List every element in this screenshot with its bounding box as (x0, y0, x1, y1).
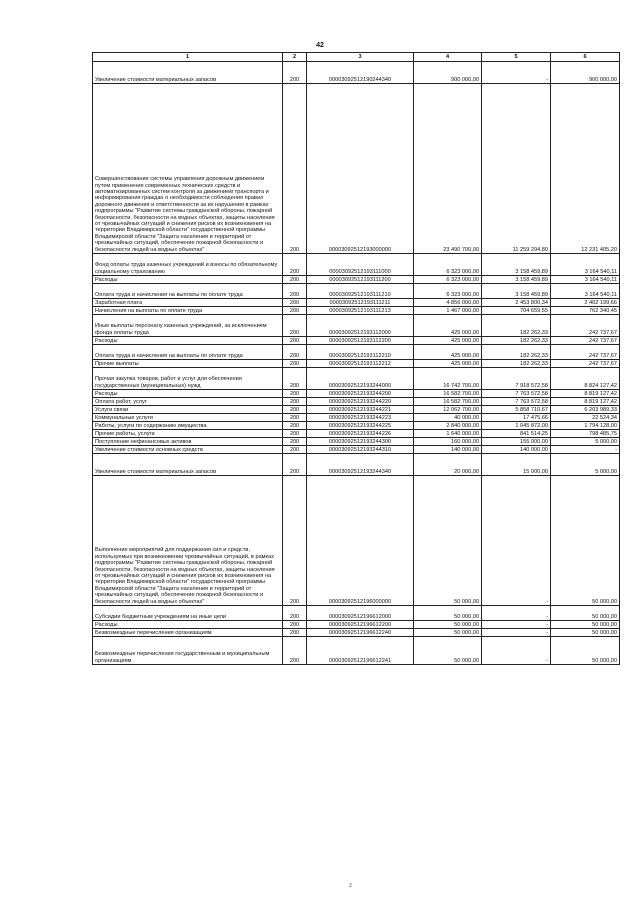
row-plan-cell: 160 000,00 (414, 438, 482, 446)
row-plan-cell: 140 000,00 (414, 446, 482, 454)
row-fact-cell: 3 158 459,89 (482, 254, 551, 276)
header-col-6: 6 (551, 53, 620, 62)
row-name-cell: Поступление нефинансовых активов (93, 438, 283, 446)
row-code-cell: 200 (283, 368, 307, 390)
row-rest-cell: 762 340,45 (551, 307, 620, 315)
table-row (93, 476, 620, 606)
row-code-cell: 200 (283, 360, 307, 368)
row-fact-cell: 841 514,25 (482, 430, 551, 438)
row-fact-cell: 155 000,00 (482, 438, 551, 446)
row-kbk-cell: 00003092512196000000 (307, 476, 414, 606)
row-rest-cell: 3 164 540,11 (551, 254, 620, 276)
table-row (93, 637, 620, 665)
row-plan-cell: 50 000,00 (414, 637, 482, 665)
header-col-5: 5 (482, 53, 551, 62)
row-kbk-cell: 00003092512193244221 (307, 406, 414, 414)
row-plan-cell: 425 000,00 (414, 315, 482, 337)
row-rest-cell: 900 000,00 (551, 62, 620, 84)
row-plan-cell: 425 000,00 (414, 337, 482, 345)
row-plan-cell: 1 467 000,00 (414, 307, 482, 315)
row-name-cell: Расходы (93, 337, 283, 345)
row-code-cell: 200 (283, 254, 307, 276)
row-code-cell: 200 (283, 422, 307, 430)
row-kbk-cell: 00003092512193244223 (307, 414, 414, 422)
row-plan-cell: 425 000,00 (414, 360, 482, 368)
table-row (93, 629, 620, 637)
row-plan-cell: 50 000,00 (414, 621, 482, 629)
row-plan-cell: 16 582 700,00 (414, 390, 482, 398)
row-plan-cell: 12 062 700,00 (414, 406, 482, 414)
row-fact-cell: - (482, 621, 551, 629)
table-row (93, 606, 620, 621)
table-row (93, 307, 620, 315)
row-fact-cell: - (482, 62, 551, 84)
row-kbk-cell: 00003092512196612241 (307, 637, 414, 665)
row-plan-cell: 900 000,00 (414, 62, 482, 84)
row-name-cell: Расходы (93, 276, 283, 284)
row-name-cell: Субсидии бюджетным учреждениям на иные цели (93, 606, 283, 621)
header-row (93, 53, 620, 62)
row-code-cell: 200 (283, 606, 307, 621)
row-kbk-cell: 00003092512193244340 (307, 454, 414, 476)
row-kbk-cell: 00003092512193244225 (307, 422, 414, 430)
row-name-cell: Безвозмездные перечисления государственным и муниципальным организациям (93, 637, 283, 665)
row-rest-cell: 1 794 128,00 (551, 422, 620, 430)
row-plan-cell: 50 000,00 (414, 629, 482, 637)
row-rest-cell: - (551, 446, 620, 454)
table-row (93, 454, 620, 476)
row-rest-cell: 5 000,00 (551, 454, 620, 476)
row-kbk-cell: 00003092512196612000 (307, 606, 414, 621)
row-kbk-cell: 00003092512193111210 (307, 284, 414, 299)
row-kbk-cell: 00003092512193112212 (307, 360, 414, 368)
footer-mark: z (349, 883, 352, 889)
row-kbk-cell: 00003092512193111200 (307, 276, 414, 284)
row-plan-cell: 50 000,00 (414, 476, 482, 606)
table-row (93, 390, 620, 398)
row-code-cell: 200 (283, 406, 307, 414)
row-name-cell: Коммунальные услуги (93, 414, 283, 422)
row-rest-cell: 5 000,00 (551, 438, 620, 446)
row-fact-cell: 182 262,33 (482, 315, 551, 337)
row-code-cell: 200 (283, 438, 307, 446)
row-name-cell: Увеличение стоимости материальных запасов (93, 454, 283, 476)
row-kbk-cell: 00003092512193244310 (307, 446, 414, 454)
row-fact-cell: 182 262,33 (482, 337, 551, 345)
row-plan-cell: 6 323 000,00 (414, 276, 482, 284)
row-kbk-cell: 00003092512196612200 (307, 621, 414, 629)
row-rest-cell: 50 000,00 (551, 637, 620, 665)
row-code-cell: 200 (283, 430, 307, 438)
row-fact-cell: - (482, 629, 551, 637)
table-row (93, 337, 620, 345)
row-rest-cell: 2 402 199,66 (551, 299, 620, 307)
row-name-cell: Заработная плата (93, 299, 283, 307)
row-rest-cell: 798 485,75 (551, 430, 620, 438)
row-fact-cell: 1 045 872,00 (482, 422, 551, 430)
row-code-cell: 200 (283, 62, 307, 84)
row-plan-cell: 1 640 000,00 (414, 430, 482, 438)
table-row (93, 345, 620, 360)
row-plan-cell: 2 840 000,00 (414, 422, 482, 430)
row-code-cell: 200 (283, 315, 307, 337)
row-plan-cell: 6 323 000,00 (414, 284, 482, 299)
row-name-cell: Увеличение стоимости основных средств (93, 446, 283, 454)
row-name-cell: Расходы (93, 621, 283, 629)
row-name-cell: Прочие работы, услуги (93, 430, 283, 438)
row-kbk-cell: 00003092512193000000 (307, 84, 414, 254)
row-fact-cell: 704 659,55 (482, 307, 551, 315)
row-plan-cell: 6 323 000,00 (414, 254, 482, 276)
row-name-cell: Начисления на выплаты по оплате труда (93, 307, 283, 315)
row-kbk-cell: 00003092512190244340 (307, 62, 414, 84)
row-rest-cell: 50 000,00 (551, 476, 620, 606)
table-row (93, 446, 620, 454)
row-fact-cell: 5 858 710,67 (482, 406, 551, 414)
row-fact-cell: - (482, 476, 551, 606)
table-row (93, 368, 620, 390)
row-fact-cell: 11 259 294,80 (482, 84, 551, 254)
row-fact-cell: 7 918 572,58 (482, 368, 551, 390)
row-name-cell: Прочие выплаты (93, 360, 283, 368)
row-plan-cell: 16 582 700,00 (414, 398, 482, 406)
row-rest-cell: 8 824 127,42 (551, 368, 620, 390)
row-code-cell: 200 (283, 454, 307, 476)
row-code-cell: 200 (283, 337, 307, 345)
row-code-cell: 200 (283, 476, 307, 606)
row-kbk-cell: 00003092512193112200 (307, 337, 414, 345)
row-kbk-cell: 00003092512193244200 (307, 390, 414, 398)
row-fact-cell: 3 158 459,89 (482, 276, 551, 284)
row-name-cell: Оплата труда и начисления на выплаты по оплате труда (93, 345, 283, 360)
row-name-cell: Работы, услуги по содержанию имущества (93, 422, 283, 430)
row-kbk-cell: 00003092512193244220 (307, 398, 414, 406)
row-code-cell: 200 (283, 637, 307, 665)
row-fact-cell: - (482, 606, 551, 621)
row-rest-cell: 242 737,67 (551, 345, 620, 360)
row-fact-cell: 182 262,33 (482, 360, 551, 368)
row-code-cell: 200 (283, 390, 307, 398)
table-row (93, 398, 620, 406)
table-row (93, 254, 620, 276)
row-name-cell: Безвозмездные перечисления организациям (93, 629, 283, 637)
table-row (93, 299, 620, 307)
row-rest-cell: 242 737,67 (551, 360, 620, 368)
row-plan-cell: 50 000,00 (414, 606, 482, 621)
row-name-cell: Фонд оплаты труда казенных учреждений и взносы по обязательному социальному страхованию (93, 254, 283, 276)
row-rest-cell: 50 000,00 (551, 629, 620, 637)
row-plan-cell: 16 742 700,00 (414, 368, 482, 390)
row-fact-cell: 2 453 800,34 (482, 299, 551, 307)
table-row (93, 284, 620, 299)
row-code-cell: 200 (283, 414, 307, 422)
row-name-cell: Оплата работ, услуг (93, 398, 283, 406)
header-col-3: 3 (307, 53, 414, 62)
row-code-cell: 200 (283, 398, 307, 406)
row-plan-cell: 20 000,00 (414, 454, 482, 476)
row-name-cell: Увеличение стоимости материальных запасов (93, 62, 283, 84)
row-rest-cell: 8 819 127,42 (551, 398, 620, 406)
table-row (93, 315, 620, 337)
table-row (93, 62, 620, 84)
row-kbk-cell: 00003092512193111000 (307, 254, 414, 276)
row-kbk-cell: 00003092512196612240 (307, 629, 414, 637)
budget-table (92, 52, 620, 665)
row-fact-cell: 7 763 572,58 (482, 390, 551, 398)
row-fact-cell: 7 763 572,58 (482, 398, 551, 406)
row-plan-cell: 4 856 000,00 (414, 299, 482, 307)
row-name-cell: Выполнение мероприятий для поддержания сил и средств, используемых при возникновении чрезвычайных ситуаций, в рамках подпрограммы "Развитие системы гражданской обороны, пожарной безопасности, безопасности на водных объектах, защиты населения от чрезвычайных ситуаций и снижения рисков их возникновения на территории Владимирской области" государственной программы Владимирской области "Защита населения и территорий от чрезвычайных ситуаций, обеспечение пожарной безопасности и безопасности людей на водных объектах" (93, 476, 283, 606)
row-kbk-cell: 00003092512193244000 (307, 368, 414, 390)
row-code-cell: 200 (283, 345, 307, 360)
row-fact-cell: 17 475,66 (482, 414, 551, 422)
row-fact-cell: 15 000,00 (482, 454, 551, 476)
row-fact-cell: - (482, 637, 551, 665)
row-code-cell: 200 (283, 629, 307, 637)
row-kbk-cell: 00003092512193244300 (307, 438, 414, 446)
row-code-cell: 200 (283, 446, 307, 454)
row-name-cell: Прочая закупка товаров, работ и услуг для обеспечения государственных (муниципальных) нужд (93, 368, 283, 390)
page-number: 42 (316, 42, 324, 49)
row-kbk-cell: 00003092512193111213 (307, 307, 414, 315)
row-rest-cell: 6 203 989,33 (551, 406, 620, 414)
row-code-cell: 200 (283, 307, 307, 315)
row-name-cell: Иные выплаты персоналу казенных учреждений, за исключением фонда оплаты труда (93, 315, 283, 337)
row-name-cell: Совершенствование системы управления дорожным движением путем применения современных технических средств и автоматизированных систем контроля за движением транспорта и информирования граждан о необходимости соблюдения правил дорожного движения и ответственности за их нарушения в рамках подпрограммы "Развитие системы гражданской обороны, пожарной безопасности, безопасности на водных объектах, защиты населения от чрезвычайных ситуаций и снижения рисков их возникновения на территории Владимирской области" государственной программы Владимирской области "Защита населения и территорий от чрезвычайных ситуаций, обеспечение пожарной безопасности и безопасности людей на водных объектах" (93, 84, 283, 254)
header-col-1: 1 (93, 53, 283, 62)
row-code-cell: 200 (283, 84, 307, 254)
row-code-cell: 200 (283, 621, 307, 629)
row-kbk-cell: 00003092512193112000 (307, 315, 414, 337)
row-fact-cell: 182 262,33 (482, 345, 551, 360)
table-row (93, 276, 620, 284)
row-code-cell: 200 (283, 299, 307, 307)
row-kbk-cell: 00003092512193112210 (307, 345, 414, 360)
row-rest-cell: 3 164 540,11 (551, 284, 620, 299)
row-plan-cell: 40 000,00 (414, 414, 482, 422)
row-code-cell: 200 (283, 284, 307, 299)
row-rest-cell: 50 000,00 (551, 621, 620, 629)
table-row (93, 84, 620, 254)
row-rest-cell: 8 819 127,42 (551, 390, 620, 398)
row-rest-cell: 3 164 540,11 (551, 276, 620, 284)
row-code-cell: 200 (283, 276, 307, 284)
row-plan-cell: 23 490 700,00 (414, 84, 482, 254)
row-rest-cell: 242 737,67 (551, 337, 620, 345)
table-row (93, 414, 620, 422)
row-name-cell: Расходы (93, 390, 283, 398)
header-col-2: 2 (283, 53, 307, 62)
row-name-cell: Оплата труда и начисления на выплаты по оплате труда (93, 284, 283, 299)
table-row (93, 438, 620, 446)
row-kbk-cell: 00003092512193244226 (307, 430, 414, 438)
row-kbk-cell: 00003092512193111211 (307, 299, 414, 307)
table-body (93, 62, 620, 665)
table-row (93, 422, 620, 430)
row-name-cell: Услуги связи (93, 406, 283, 414)
table-row (93, 360, 620, 368)
row-plan-cell: 425 000,00 (414, 345, 482, 360)
row-rest-cell: 50 000,00 (551, 606, 620, 621)
row-rest-cell: 22 524,34 (551, 414, 620, 422)
header-col-4: 4 (414, 53, 482, 62)
row-fact-cell: 3 158 459,89 (482, 284, 551, 299)
table-row (93, 430, 620, 438)
row-rest-cell: 12 231 405,20 (551, 84, 620, 254)
table-row (93, 621, 620, 629)
row-fact-cell: 140 000,00 (482, 446, 551, 454)
table-row (93, 406, 620, 414)
row-rest-cell: 242 737,67 (551, 315, 620, 337)
